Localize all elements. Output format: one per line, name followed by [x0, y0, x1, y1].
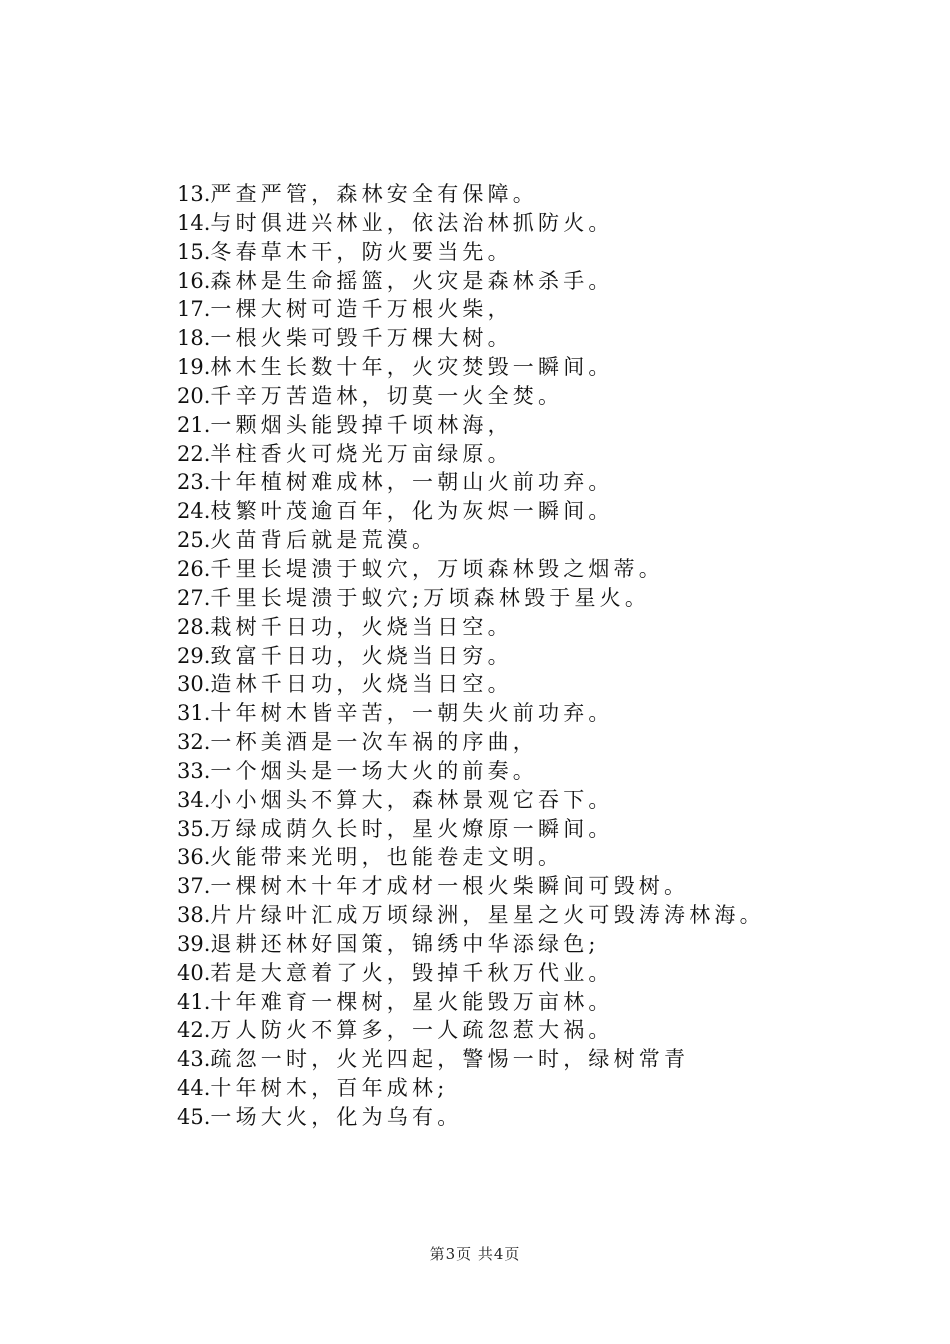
- list-item: [177, 497, 765, 526]
- list-item: [177, 295, 765, 324]
- item-number: 33.: [177, 758, 211, 783]
- list-item: [177, 1045, 765, 1074]
- item-text: 一杯美酒是一次车祸的序曲，: [210, 730, 539, 755]
- item-text: 严查严管，森林安全有保障。: [210, 182, 539, 206]
- item-number: 18.: [177, 326, 211, 351]
- item-number: 37.: [177, 874, 211, 899]
- list-item: [177, 843, 765, 872]
- item-number: 24.: [177, 499, 211, 524]
- list-item: [177, 440, 765, 469]
- item-text: 一棵大树可造千万根火柴，: [210, 297, 513, 322]
- item-number: 43.: [177, 1047, 211, 1072]
- item-text: 疏忽一时，火光四起，警惕一时，绿树常青: [210, 1047, 690, 1072]
- item-number: 42.: [177, 1018, 211, 1043]
- item-text: 一个烟头是一场大火的前奏。: [210, 758, 539, 783]
- item-text: 十年难育一棵树，星火能毁万亩林。: [210, 989, 614, 1014]
- item-text: 致富千日功，火烧当日穷。: [210, 643, 513, 668]
- list-item: [177, 786, 765, 815]
- list-item: [177, 353, 765, 382]
- item-number: 14.: [177, 210, 211, 235]
- list-item: [177, 872, 765, 901]
- item-text: 枝繁叶茂逾百年，化为灰烬一瞬间。: [210, 499, 614, 524]
- item-text: 造林千日功，火烧当日空。: [210, 672, 513, 697]
- list-item: [177, 1074, 765, 1103]
- item-text: 与时俱进兴林业，依法治林抓防火。: [210, 210, 614, 235]
- item-number: 25.: [177, 528, 211, 553]
- list-item: [177, 238, 765, 267]
- item-number: 40.: [177, 960, 211, 985]
- item-text: 冬春草木干，防火要当先。: [210, 239, 513, 264]
- item-text: 一场大火，化为乌有。: [210, 1105, 463, 1129]
- item-number: 26.: [177, 556, 211, 581]
- list-item: [177, 699, 765, 728]
- list-item: [177, 815, 765, 844]
- item-text: 千里长堤溃于蚁穴;万顷森林毁于星火。: [210, 585, 651, 610]
- item-text: 万绿成荫久长时，星火燎原一瞬间。: [210, 816, 614, 841]
- item-text: 千辛万苦造林，切莫一火全焚。: [210, 383, 564, 408]
- list-item: [177, 901, 765, 930]
- list-item: [177, 930, 765, 959]
- list-item: [177, 526, 765, 555]
- item-text: 一颗烟头能毁掉千顷林海，: [210, 412, 513, 437]
- item-number: 38.: [177, 903, 211, 928]
- list-item: [177, 584, 765, 613]
- list-item: [177, 209, 765, 238]
- item-text: 十年树木，百年成林;: [210, 1076, 449, 1101]
- item-text: 林木生长数十年，火灾焚毁一瞬间。: [210, 355, 614, 380]
- item-number: 29.: [177, 643, 211, 668]
- item-text: 退耕还林好国策，锦绣中华添绿色;: [210, 931, 600, 956]
- item-number: 36.: [177, 845, 211, 870]
- item-number: 34.: [177, 787, 211, 812]
- item-text: 半柱香火可烧光万亩绿原。: [210, 441, 513, 466]
- item-number: 16.: [177, 268, 211, 293]
- page-footer: 第3页 共4页: [429, 1245, 521, 1263]
- item-number: 45.: [177, 1105, 211, 1129]
- item-number: 31.: [177, 701, 211, 726]
- item-text: 千里长堤溃于蚁穴，万顷森林毁之烟蒂。: [210, 556, 665, 581]
- item-text: 十年植树难成林，一朝山火前功弃。: [210, 470, 614, 495]
- item-text: 火能带来光明，也能卷走文明。: [210, 845, 564, 870]
- item-text: 万人防火不算多，一人疏忽惹大祸。: [210, 1018, 614, 1043]
- item-number: 15.: [177, 239, 211, 264]
- list-item: [177, 728, 765, 757]
- item-text: 片片绿叶汇成万顷绿洲，星星之火可毁涛涛林海。: [210, 903, 765, 928]
- item-text: 栽树千日功，火烧当日空。: [210, 614, 513, 639]
- item-number: 19.: [177, 355, 211, 380]
- item-text: 一棵树木十年才成材一根火柴瞬间可毁树。: [210, 874, 690, 899]
- list-item: [177, 324, 765, 353]
- item-text: 小小烟头不算大，森林景观它吞下。: [210, 787, 614, 812]
- item-text: 火苗背后就是荒漠。: [210, 528, 438, 553]
- list-item: [177, 642, 765, 671]
- list-item: [177, 468, 765, 497]
- item-number: 28.: [177, 614, 211, 639]
- item-number: 44.: [177, 1076, 211, 1101]
- list-item: [177, 382, 765, 411]
- item-text: 十年树木皆辛苦，一朝失火前功弃。: [210, 701, 614, 726]
- item-number: 27.: [177, 585, 211, 610]
- list-item: [177, 959, 765, 988]
- item-text: 森林是生命摇篮，火灾是森林杀手。: [210, 268, 614, 293]
- list-item: [177, 988, 765, 1017]
- item-number: 41.: [177, 989, 211, 1014]
- list-item: [177, 670, 765, 699]
- slogan-list: [177, 180, 765, 1132]
- item-number: 17.: [177, 297, 211, 322]
- list-item: [177, 613, 765, 642]
- item-text: 若是大意着了火，毁掉千秋万代业。: [210, 960, 614, 985]
- list-item: [177, 757, 765, 786]
- list-item: [177, 267, 765, 296]
- list-item: [177, 555, 765, 584]
- item-number: 35.: [177, 816, 211, 841]
- list-item: [177, 411, 765, 440]
- list-item: [177, 1016, 765, 1045]
- list-item: [177, 180, 765, 209]
- item-number: 23.: [177, 470, 211, 495]
- item-number: 21.: [177, 412, 211, 437]
- item-number: 13.: [177, 182, 211, 206]
- item-text: 一根火柴可毁千万棵大树。: [210, 326, 513, 351]
- item-number: 39.: [177, 931, 211, 956]
- item-number: 22.: [177, 441, 211, 466]
- item-number: 20.: [177, 383, 211, 408]
- item-number: 30.: [177, 672, 211, 697]
- list-item: [177, 1103, 765, 1132]
- item-number: 32.: [177, 730, 211, 755]
